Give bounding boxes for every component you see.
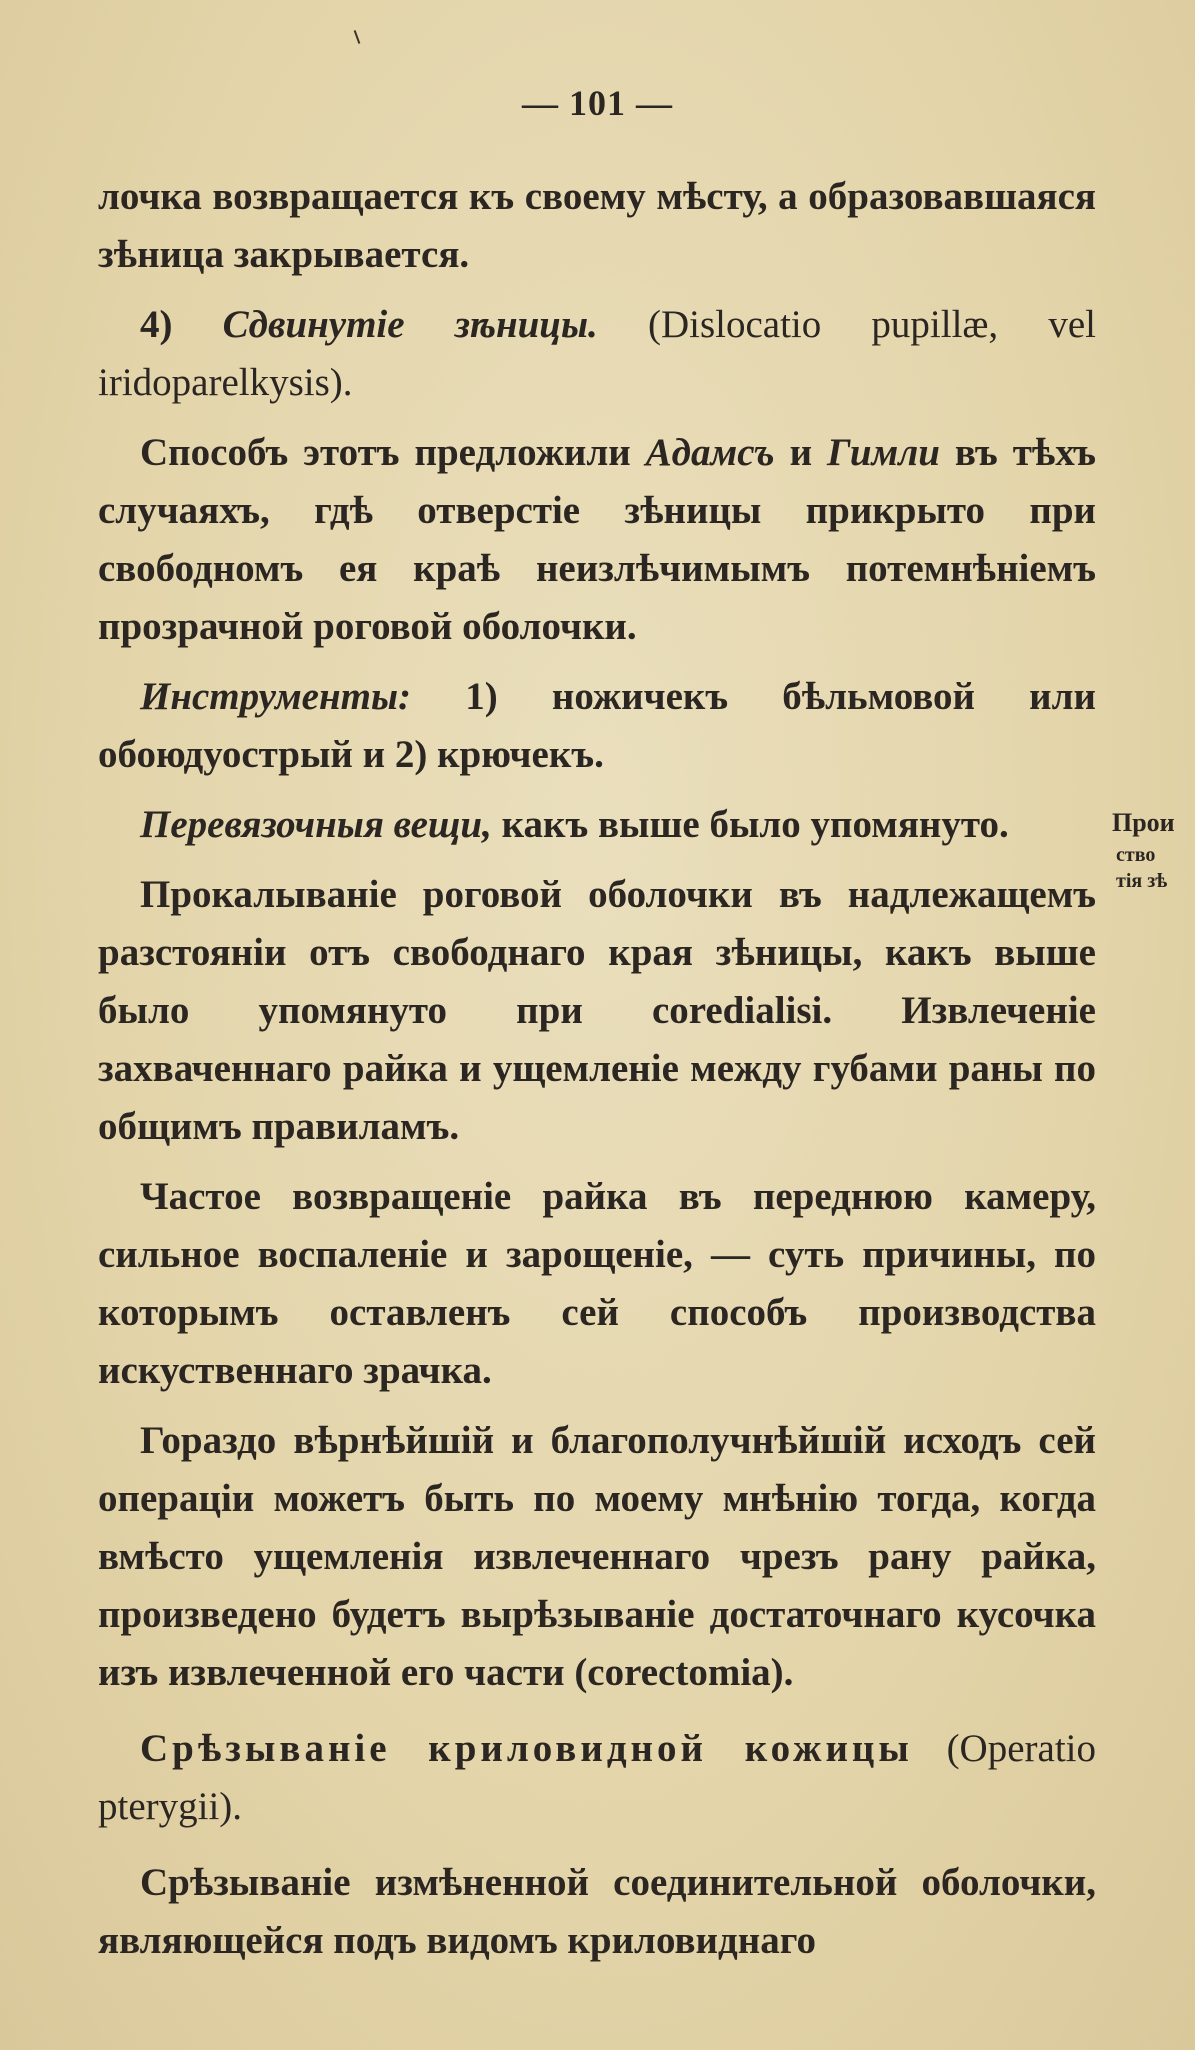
section-heading: Срѣзываніе криловидной кожицы: [140, 1727, 913, 1770]
text-run: и: [789, 431, 813, 474]
text-run: какъ выше было упомянуто.: [501, 803, 1009, 846]
paragraph-6: Прокалываніе роговой оболочки въ надлежащемъ разстояніи отъ свободнаго края зѣницы, какъ выше было упомянуто при coredialisi. Извлеченіе захваченнаго райка и ущемленіе между губами раны по общимъ правиламъ.: [98, 873, 1096, 1148]
paragraph-8: Гораздо вѣрнѣйшій и благополучнѣйшій исходъ сей операціи можетъ быть по моему мнѣнію тогда, когда вмѣсто ущемленія извлеченнаго чрезъ рану райка, произведено будетъ вырѣзываніе достаточнаго кусочка изъ извлеченной его части (corectomia).: [98, 1419, 1096, 1694]
paragraph-9: [98, 1720, 1096, 1836]
margin-note-line: ство: [1116, 844, 1156, 866]
paragraph-3: [98, 424, 1096, 656]
author-name: Адамсъ: [645, 431, 775, 474]
margin-note: [1112, 810, 1195, 894]
margin-note-line: Прои: [1112, 810, 1175, 837]
paragraph-5: [98, 796, 1096, 854]
ink-speck: [354, 30, 361, 44]
paragraph-7: Частое возвращеніе райка въ переднюю камеру, сильное воспаленіе и зарощеніе, — суть причины, по которымъ оставленъ сей способъ производства искуственнаго зрачка.: [98, 1175, 1096, 1392]
item-number: 4): [140, 303, 173, 346]
text-run: 1) ножичекъ бѣльмовой или обоюдуострый и 2) крючекъ.: [98, 675, 1097, 776]
latin-term: (Dislocatio pupillæ, vel iridoparelkysis).: [98, 303, 1096, 404]
latin-term: (Operatio pterygii).: [98, 1727, 1096, 1828]
margin-note-line: тія зѣ: [1116, 870, 1168, 892]
paragraph-1: лочка возвращается къ своему мѣсту, а образовавшаяся зѣница закрывается.: [98, 175, 1096, 276]
instruments-label: Инструменты:: [140, 675, 412, 718]
paragraph-2: [98, 296, 1096, 412]
body-text: [98, 168, 1096, 1982]
dressings-label: Перевязочныя вещи,: [140, 803, 492, 846]
paragraph-10: Срѣзываніе измѣненной соединительной оболочки, являющейся подъ видомъ криловиднаго: [98, 1861, 1096, 1962]
paragraph-4: [98, 668, 1096, 784]
page-number: — 101 —: [522, 83, 673, 123]
author-name: Гимли: [827, 431, 940, 474]
text-run: Способъ этотъ предложили: [140, 431, 631, 474]
section-title-italic: Сдвинутіе зѣницы.: [222, 303, 598, 346]
text-run: въ тѣхъ случаяхъ, гдѣ отверстіе зѣницы прикрыто при свободномъ ея краѣ неизлѣчимымъ потемнѣніемъ прозрачной роговой оболочки.: [98, 431, 1097, 648]
